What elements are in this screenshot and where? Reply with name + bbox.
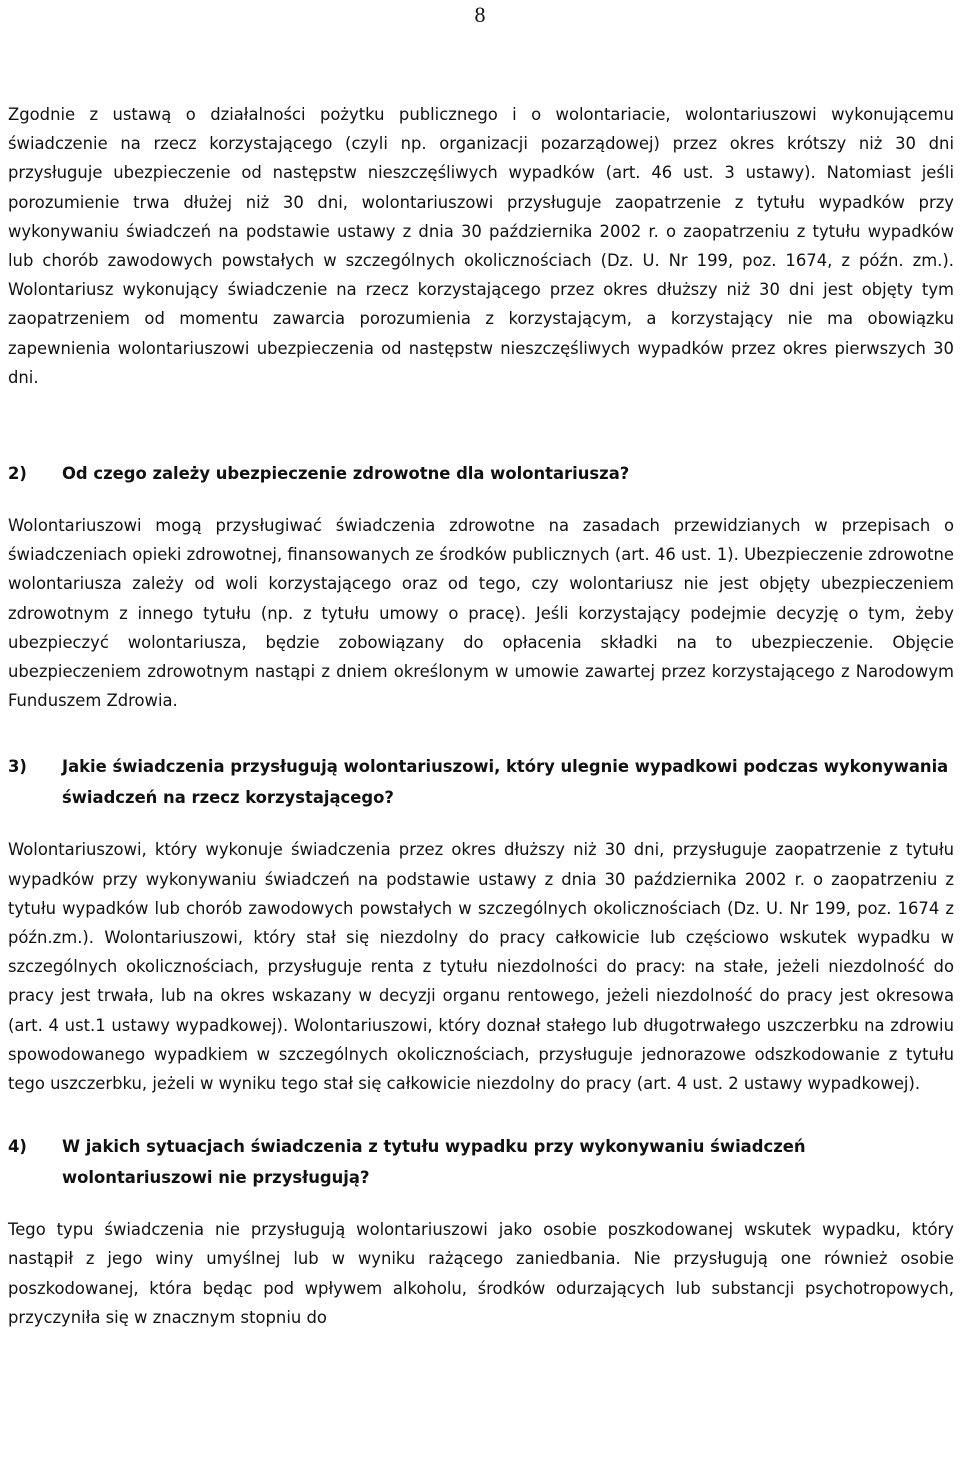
question-2-number: 2): [8, 464, 27, 484]
answer-2-paragraph: Wolontariuszowi mogą przysługiwać świadczenia zdrowotne na zasadach przewidzianych w przepisach o świadczeniach opieki zdrowotnej, finansowanych ze środków publicznych (art. 46 ust. 1). Ubezpieczenie zdrowotne wolontariusza zależy od woli korzystającego oraz od tego, czy wolontariusz nie jest objęty ubezpieczeniem zdrowotnym z innego tytułu (np. z tytułu umowy o pracę). Jeśli korzystający podejmie decyzję o tym, żeby ubezpieczyć wolontariusza, będzie zobowiązany do opłacenia składki na to ubezpieczenie. Objęcie ubezpieczeniem zdrowotnym nastąpi z dniem określonym w umowie zawartej przez korzystającego z Narodowym Funduszem Zdrowia.: [8, 516, 954, 711]
question-2-title: Od czego zależy ubezpieczenie zdrowotne dla wolontariusza?: [62, 464, 630, 484]
question-3-number: 3): [8, 757, 27, 777]
question-2-heading: [8, 458, 954, 489]
answer-4-paragraph: Tego typu świadczenia nie przysługują wolontariuszowi jako osobie poszkodowanej wskutek wypadku, który nastąpił z jego winy umyślnej lub w wyniku rażącego zaniedbania. Nie przysługują one również osobie poszkodowanej, która będąc pod wpływem alkoholu, środków odurzających lub substancji psychotropowych, przyczyniła się w znacznym stopniu do: [8, 1220, 954, 1327]
question-3-heading: [8, 751, 954, 813]
question-3-title: Jakie świadczenia przysługują wolontariuszowi, który ulegnie wypadkowi podczas wykonywania świadczeń na rzecz korzystającego?: [62, 757, 949, 808]
document-body: [8, 100, 954, 1332]
intro-paragraph: Zgodnie z ustawą o działalności pożytku publicznego i o wolontariacie, wolontariuszowi wykonującemu świadczenie na rzecz korzystającego (czyli np. organizacji pozarządowej) przez okres krótszy niż 30 dni przysługuje ubezpieczenie od następstw nieszczęśliwych wypadków (art. 46 ust. 3 ustawy). Natomiast jeśli porozumienie trwa dłużej niż 30 dni, wolontariuszowi przysługuje zaopatrzenie z tytułu wypadków przy wykonywaniu świadczeń na podstawie ustawy z dnia 30 października 2002 r. o zaopatrzeniu z tytułu wypadków lub chorób zawodowych powstałych w szczególnych okolicznościach (Dz. U. Nr 199, poz. 1674, z późn. zm.). Wolontariusz wykonujący świadczenie na rzecz korzystającego przez okres dłuższy niż 30 dni jest objęty tym zaopatrzeniem od momentu zawarcia porozumienia z korzystającym, a korzystający nie ma obowiązku zapewnienia wolontariuszowi ubezpieczenia od następstw nieszczęśliwych wypadków przez okres pierwszych 30 dni.: [8, 105, 954, 387]
question-4-number: 4): [8, 1137, 27, 1157]
page-number: 8: [474, 2, 486, 27]
answer-3-paragraph: Wolontariuszowi, który wykonuje świadczenia przez okres dłuższy niż 30 dni, przysługuje zaopatrzenie z tytułu wypadków przy wykonywaniu świadczeń na podstawie ustawy z dnia 30 października 2002 r. o zaopatrzeniu z tytułu wypadków lub chorób zawodowych powstałych w szczególnych okolicznościach (Dz. U. Nr 199, poz. 1674 z późn.zm.). Wolontariuszowi, który stał się niezdolny do pracy całkowicie lub częściowo wskutek wypadku w szczególnych okolicznościach, przysługuje renta z tytułu niezdolności do pracy: na stałe, jeżeli niezdolność do pracy jest trwała, lub na okres wskazany w decyzji organu rentowego, jeżeli niezdolność do pracy jest okresowa (art. 4 ust.1 ustawy wypadkowej). Wolontariuszowi, który doznał stałego lub długotrwałego uszczerbku na zdrowiu spowodowanego wypadkiem w szczególnych okolicznościach, przysługuje jednorazowe odszkodowanie z tytułu tego uszczerbku, jeżeli w wyniku tego stał się całkowicie niezdolny do pracy (art. 4 ust. 2 ustawy wypadkowej).: [8, 840, 954, 1094]
question-4-heading: [8, 1131, 954, 1193]
question-4-title: W jakich sytuacjach świadczenia z tytułu wypadku przy wykonywaniu świadczeń wolontariuszowi nie przysługują?: [62, 1137, 806, 1188]
